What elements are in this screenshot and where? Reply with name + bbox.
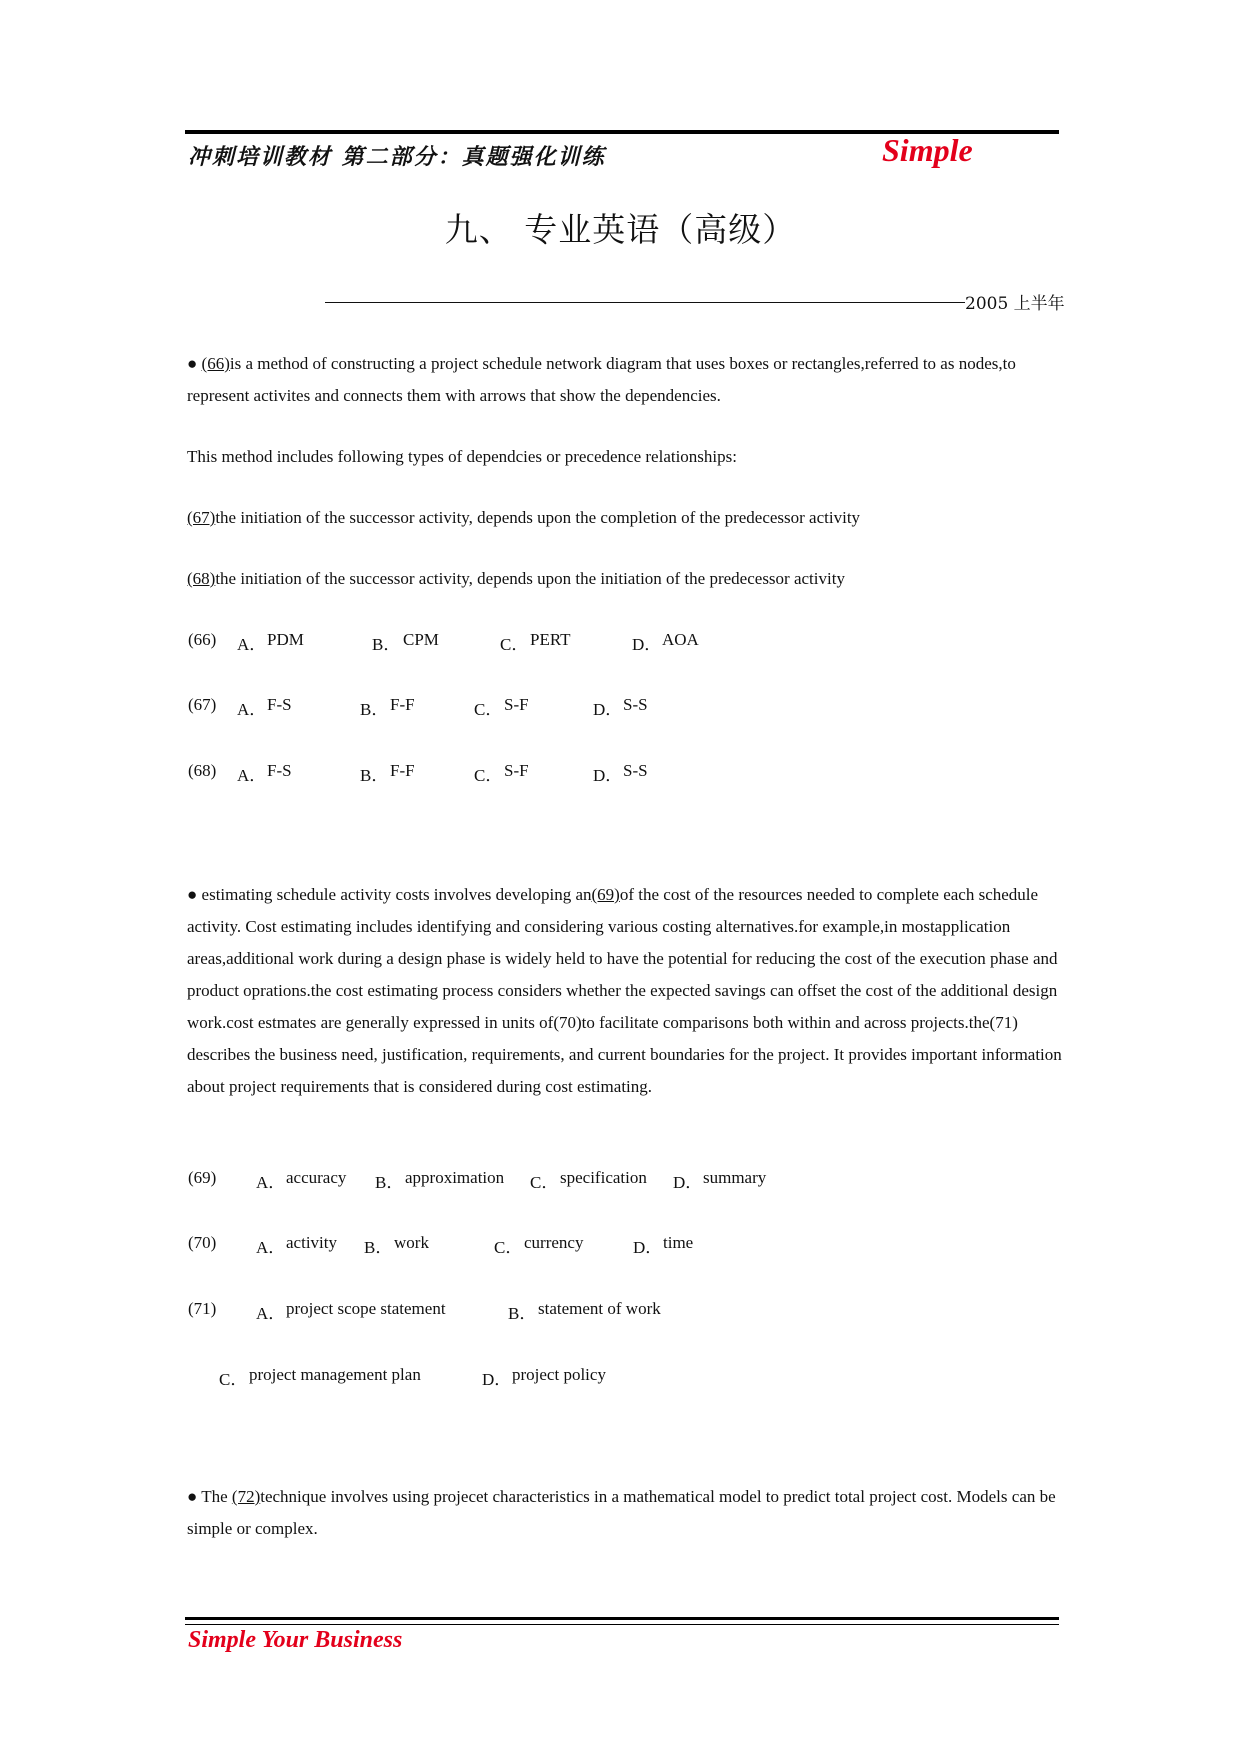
footer-brand-line: Simple Your Business [188,1627,403,1653]
option-b-letter: B． [375,1173,404,1192]
option-c: project management plan [249,1365,421,1384]
option-c-letter: C． [474,700,503,719]
question-69-text-pre: estimating schedule activity costs involves developing an [201,885,592,904]
question-72-text-pre: The [201,1487,232,1506]
option-a-letter: A． [256,1304,286,1323]
option-d: summary [703,1168,767,1187]
header-title: 冲刺培训教材 第二部分：真题强化训练 [188,144,606,170]
option-a-letter: A． [256,1238,286,1257]
question-68-line [187,563,1065,595]
question-69-text-post: of the cost of the resources needed to complete each schedule activity. Cost estimating includes identifying and considering various costing alternatives.for example,in mostapplication areas,additional work during a design phase is widely held to have the potential for reducing the cost of the execution phase and product oprations.the cost estimating process considers whether the expected savings can offset the cost of the additional design work.cost estmates are generally expressed in units of(70)to facilitate comparisons both within and across projects.the(71) describes the business need, justification, requirements, and current boundaries for the project. It provides important information about project requirements that is considered during cost estimating. [187,885,1062,1096]
option-number: (70) [188,1233,217,1252]
blank-68: (68) [187,569,216,588]
blank-69: (69) [591,885,620,904]
bullet: ● [187,1487,202,1506]
option-b-letter: B． [508,1304,537,1323]
question-72-paragraph [187,1481,1065,1545]
option-c: S-F [504,761,529,780]
option-c: PERT [530,630,571,649]
section-title: 九、 专业英语（高级） [444,210,797,249]
footer-rule-thin [185,1624,1059,1625]
option-c-letter: C． [500,635,529,654]
option-a-letter: A． [237,766,267,785]
period-rule [325,302,965,303]
option-d-letter: D． [673,1173,703,1192]
option-c: currency [524,1233,584,1252]
option-b-letter: B． [372,635,401,654]
option-a: project scope statement [286,1299,446,1318]
option-b-letter: B． [360,766,389,785]
option-d-letter: D． [633,1238,663,1257]
option-a: F-S [267,761,292,780]
bullet: ● [187,885,202,904]
option-c-letter: C． [219,1370,248,1389]
question-69-paragraph [187,879,1065,1103]
option-c-letter: C． [474,766,503,785]
option-d: S-S [623,695,648,714]
option-c: S-F [504,695,529,714]
option-a: F-S [267,695,292,714]
option-number: (71) [188,1299,217,1318]
option-number: (66) [188,630,217,649]
option-d: project policy [512,1365,606,1384]
option-a: accuracy [286,1168,347,1187]
option-number: (68) [188,761,217,780]
question-66-text: is a method of constructing a project schedule network diagram that uses boxes or rectangles,referred to as nodes,to represent activites and connects them with arrows that show the dependencies. [187,354,1016,405]
blank-66: (66) [201,354,230,373]
question-67-line [187,502,1065,534]
bullet: ● [187,354,202,373]
option-d-letter: D． [482,1370,512,1389]
option-d: AOA [662,630,699,649]
option-number: (69) [188,1168,217,1187]
period-label: 2005 上半年 [965,294,1065,314]
option-a: PDM [267,630,304,649]
question-67-text: the initiation of the successor activity, depends upon the completion of the predecessor activity [215,508,861,527]
option-d-letter: D． [593,700,623,719]
option-a-letter: A． [237,700,267,719]
option-d: S-S [623,761,648,780]
footer-rule-thick [185,1617,1059,1620]
option-d-letter: D． [593,766,623,785]
option-b: work [394,1233,429,1252]
question-66-paragraph [187,348,1065,412]
option-d: time [663,1233,694,1252]
option-b: approximation [405,1168,505,1187]
option-c: specification [560,1168,647,1187]
option-a: activity [286,1233,337,1252]
option-b-letter: B． [364,1238,393,1257]
option-d-letter: D． [632,635,662,654]
blank-67: (67) [187,508,216,527]
header-brand: Simple [882,132,973,168]
question-68-text: the initiation of the successor activity, depends upon the initiation of the predecessor activity [215,569,845,588]
option-b: F-F [390,761,415,780]
blank-72: (72) [231,1487,261,1506]
option-b-letter: B． [360,700,389,719]
option-c-letter: C． [494,1238,523,1257]
option-number: (67) [188,695,217,714]
option-a-letter: A． [237,635,267,654]
option-b: statement of work [538,1299,661,1318]
option-b: CPM [403,630,439,649]
option-a-letter: A． [256,1173,286,1192]
method-intro: This method includes following types of dependcies or precedence relationships: [187,447,737,466]
option-c-letter: C． [530,1173,559,1192]
question-72-text-post: technique involves using projecet characteristics in a mathematical model to predict total project cost. Models can be simple or complex. [187,1487,1056,1538]
option-b: F-F [390,695,415,714]
